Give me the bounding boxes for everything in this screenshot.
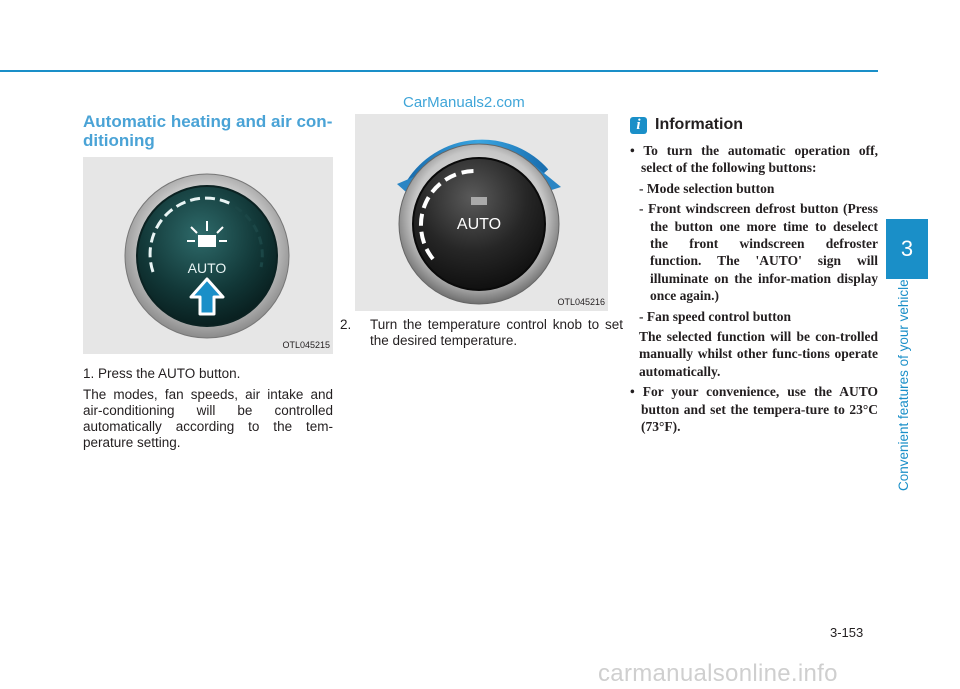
auto-button-label: AUTO	[187, 260, 227, 276]
info-bullet-1: • To turn the automatic operation off, select of the following buttons:	[630, 143, 878, 176]
page-number: 3-153	[830, 625, 864, 640]
knob-auto-label: AUTO	[456, 216, 502, 233]
info-manual-note: The selected function will be con-trolled manually whilst other func-tions operate automatically.	[639, 329, 878, 379]
chapter-caption: Convenient features of your vehicle	[896, 279, 911, 491]
chapter-tab: 3	[886, 219, 928, 279]
figure-temperature-knob	[355, 114, 608, 311]
top-rule	[0, 70, 878, 72]
display-grille-icon	[471, 197, 487, 205]
step-2	[340, 317, 623, 349]
section-title-line2: ditioning	[83, 131, 155, 150]
section-heading	[83, 112, 333, 150]
auto-button-illustration	[83, 157, 333, 354]
info-bullet-2: • For your convenience, use the AUTO button and set the tempera-ture to 23°C (73°F).	[630, 384, 878, 435]
info-dash-mode: - Mode selection button	[639, 180, 775, 196]
figure-auto-button	[83, 157, 333, 354]
watermark: CarManuals2.com	[403, 94, 525, 111]
step-1: 1. Press the AUTO button.	[83, 366, 241, 381]
step-2-number: 2.	[340, 317, 352, 332]
information-title: Information	[655, 116, 743, 133]
info-dash-defrost: - Front windscreen defrost button (Press the button one more time to deselect the front windscreen defroster function. The 'AUTO' sign will illuminate on the infor-mation display once again.)	[639, 201, 878, 304]
footer-watermark: carmanualsonline.info	[598, 660, 838, 687]
section-title-line1: Automatic heating and air con-	[83, 112, 333, 131]
paragraph-auto-description: The modes, fan speeds, air intake and air-conditioning will be controlled automatically according to the tem-perature setting.	[83, 387, 333, 450]
figure-code: OTL045215	[282, 340, 330, 350]
information-box	[630, 116, 878, 436]
figure-code: OTL045216	[557, 297, 605, 307]
information-icon: i	[630, 117, 647, 134]
temperature-knob-illustration	[355, 114, 608, 311]
info-dash-fan: - Fan speed control button	[639, 308, 792, 324]
step-2-text: Turn the temperature control knob to set the desired temperature.	[370, 317, 623, 348]
